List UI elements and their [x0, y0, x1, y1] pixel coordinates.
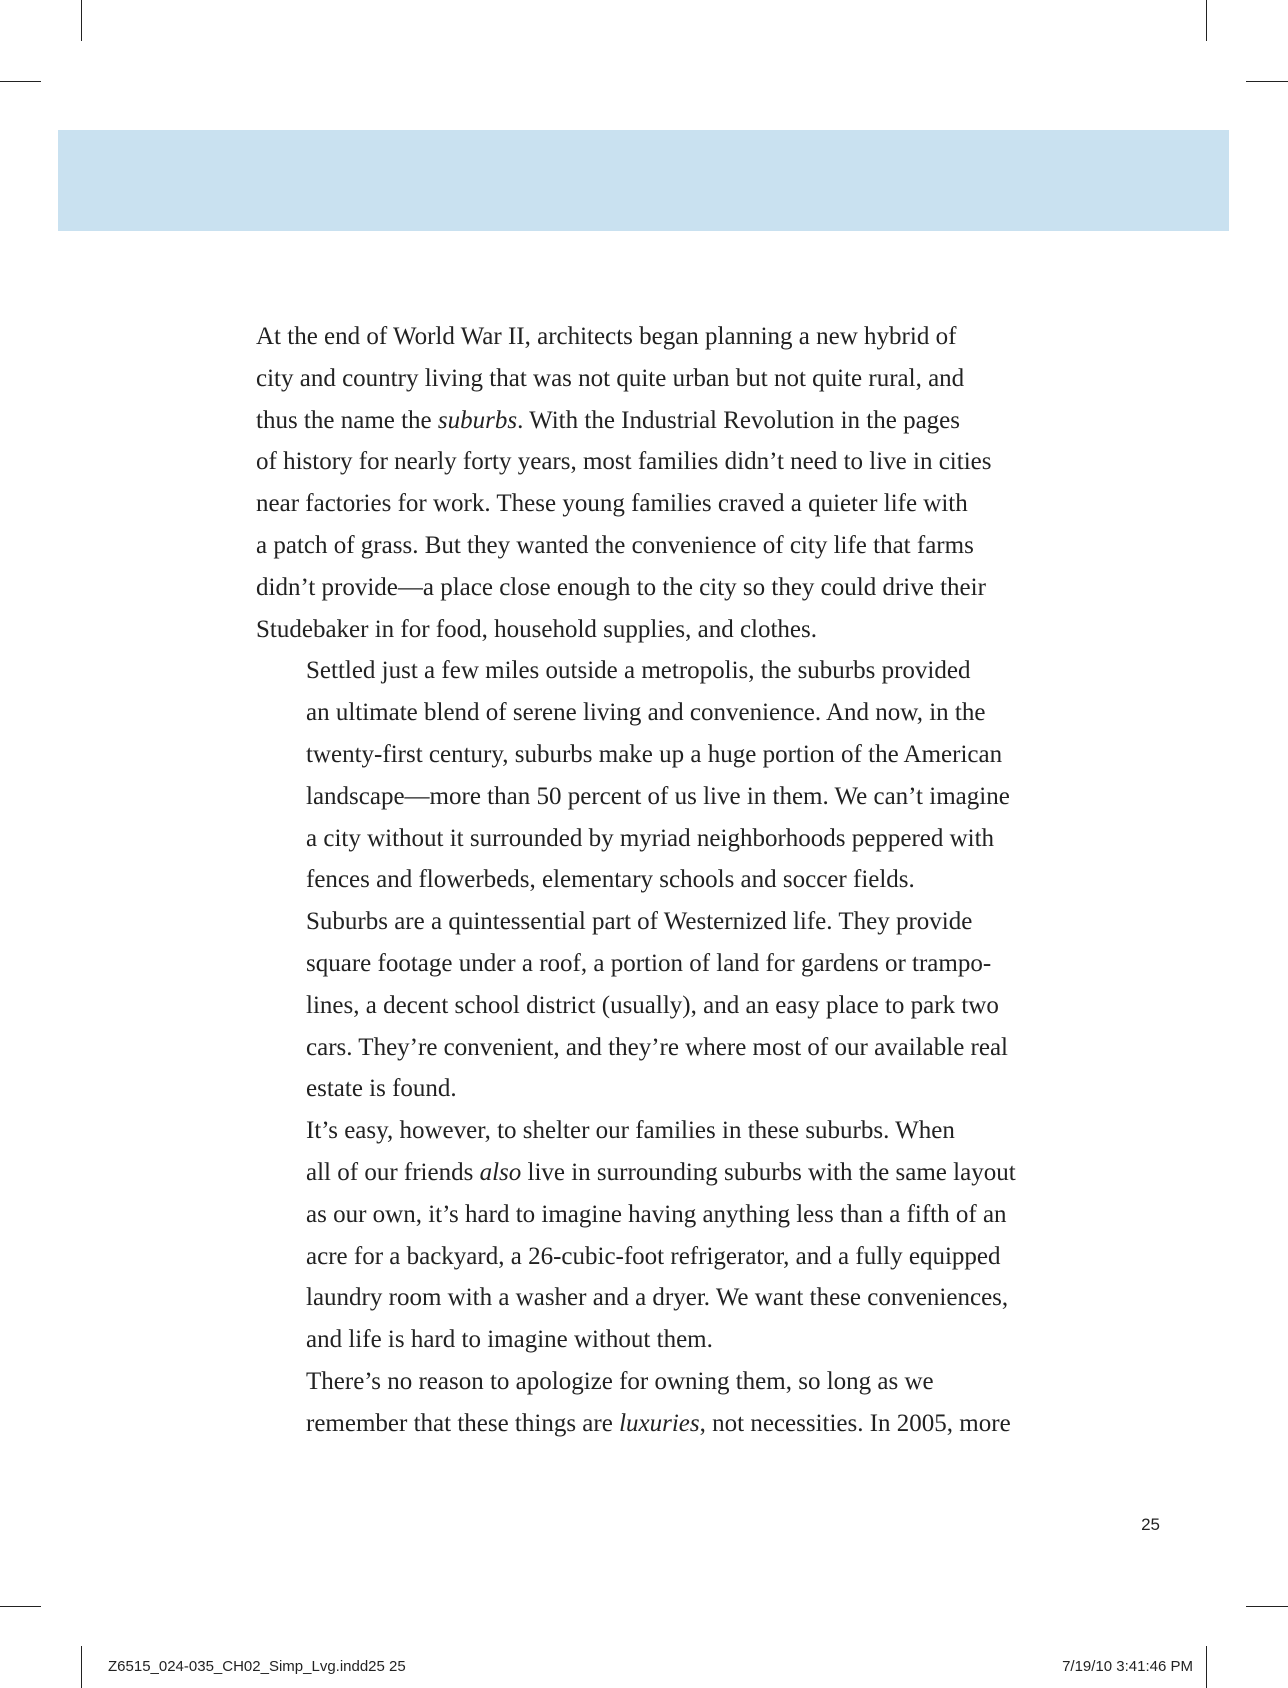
text-line: an ultimate blend of serene living and convenience. And now, in the — [306, 699, 986, 727]
text-line: a patch of grass. But they wanted the convenience of city life that farms — [256, 531, 974, 559]
text-line: twenty-first century, suburbs make up a huge portion of the American — [306, 740, 1003, 768]
text-line: of history for nearly forty years, most families didn’t need to live in cities — [256, 448, 992, 476]
body-text — [256, 316, 1056, 1445]
crop-mark-top-right-h — [1246, 81, 1288, 82]
text-line: estate is found. — [306, 1075, 457, 1103]
crop-mark-top-left-h — [0, 81, 41, 82]
emphasis: luxuries — [619, 1409, 700, 1437]
paragraph — [256, 1110, 1056, 1361]
text-line: and life is hard to imagine without them. — [306, 1326, 713, 1354]
text-line: near factories for work. These young families craved a quieter life with — [256, 490, 968, 518]
text-line: thus the name the suburbs. With the Industrial Revolution in the pages — [256, 406, 961, 434]
text-line: didn’t provide—a place close enough to the city so they could drive their — [256, 573, 986, 601]
text-line: It’s easy, however, to shelter our families in these suburbs. When — [306, 1117, 955, 1145]
text-line: fences and flowerbeds, elementary schools and soccer fields. — [306, 866, 915, 894]
text-line: as our own, it’s hard to imagine having anything less than a fifth of an — [306, 1200, 1007, 1228]
crop-mark-bottom-left — [81, 1646, 82, 1688]
crop-mark-top-left — [81, 0, 82, 41]
emphasis: suburbs — [437, 406, 518, 434]
text-line: Studebaker in for food, household supplies, and clothes. — [256, 615, 818, 643]
crop-mark-bottom-left-h — [0, 1606, 41, 1607]
text-line: laundry room with a washer and a dryer. We want these conveniences, — [306, 1284, 1009, 1312]
crop-mark-bottom-right-h — [1246, 1606, 1288, 1607]
text-line: There’s no reason to apologize for owning them, so long as we — [306, 1367, 934, 1395]
text-line: Suburbs are a quintessential part of Westernized life. They provide — [306, 908, 973, 936]
text-line: Settled just a few miles outside a metropolis, the suburbs provided — [306, 657, 971, 685]
paragraph — [256, 316, 1056, 650]
crop-mark-top-right — [1206, 0, 1207, 41]
text-line: lines, a decent school district (usually), and an easy place to park two — [306, 991, 999, 1019]
text-line: landscape—more than 50 percent of us live in them. We can’t imagine — [306, 782, 1010, 810]
text-line: all of our friends also live in surrounding suburbs with the same layout — [306, 1158, 1016, 1186]
paragraph — [256, 1361, 1056, 1445]
slug-filename: Z6515_024-035_CH02_Simp_Lvg.indd25 25 — [108, 1658, 406, 1675]
paragraph — [256, 901, 1056, 1110]
text-line: city and country living that was not quite urban but not quite rural, and — [256, 364, 965, 392]
text-line: remember that these things are luxuries, not necessities. In 2005, more — [306, 1409, 1011, 1437]
text-line: cars. They’re convenient, and they’re where most of our available real — [306, 1033, 1009, 1061]
emphasis: also — [479, 1158, 522, 1186]
text-line: acre for a backyard, a 26-cubic-foot refrigerator, and a fully equipped — [306, 1242, 1001, 1270]
header-band — [58, 130, 1229, 231]
page-number: 25 — [1141, 1515, 1160, 1534]
paragraph — [256, 650, 1056, 901]
crop-mark-bottom-right — [1206, 1646, 1207, 1688]
text-line: square footage under a roof, a portion of land for gardens or trampo- — [306, 949, 992, 977]
slug-timestamp: 7/19/10 3:41:46 PM — [1062, 1658, 1193, 1675]
text-line: At the end of World War II, architects began planning a new hybrid of — [256, 323, 957, 350]
text-line: a city without it surrounded by myriad neighborhoods peppered with — [306, 824, 995, 852]
